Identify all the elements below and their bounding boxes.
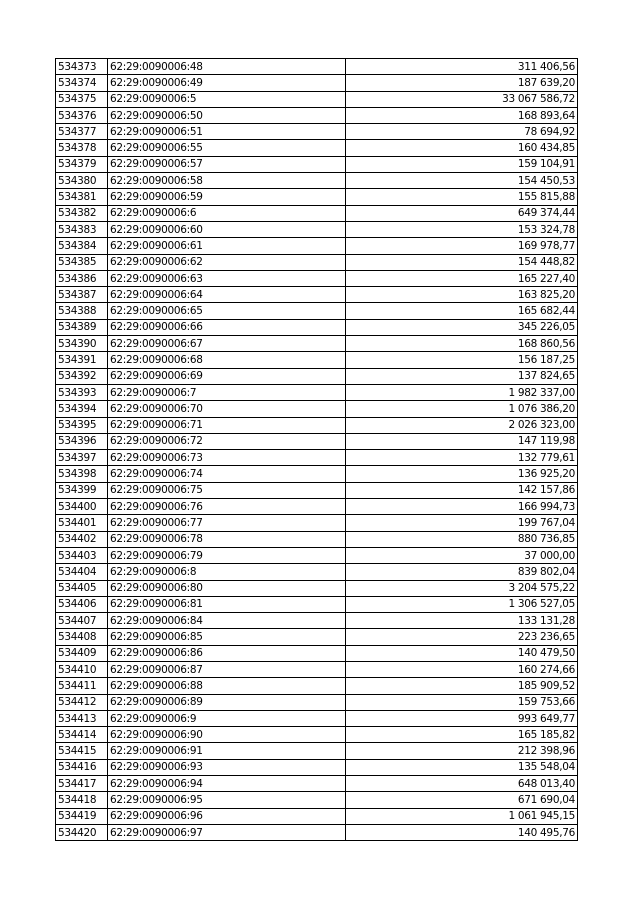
cadastral-number-cell: 62:29:0090006:77 [108, 515, 346, 531]
table-row [56, 531, 578, 547]
row-id-cell: 534392 [56, 368, 108, 384]
table-row [56, 776, 578, 792]
cadastral-number-cell: 62:29:0090006:57 [108, 156, 346, 172]
value-cell: 212 398,96 [346, 743, 578, 759]
table-body [56, 59, 578, 841]
row-id-cell: 534386 [56, 270, 108, 286]
value-cell: 78 694,92 [346, 124, 578, 140]
row-id-cell: 534390 [56, 336, 108, 352]
table-row [56, 401, 578, 417]
value-cell: 156 187,25 [346, 352, 578, 368]
cadastral-number-cell: 62:29:0090006:62 [108, 254, 346, 270]
value-cell: 671 690,04 [346, 792, 578, 808]
cadastral-number-cell: 62:29:0090006:65 [108, 303, 346, 319]
value-cell: 1 076 386,20 [346, 401, 578, 417]
value-cell: 142 157,86 [346, 482, 578, 498]
table-row [56, 238, 578, 254]
cadastral-number-cell: 62:29:0090006:89 [108, 694, 346, 710]
table-row [56, 824, 578, 840]
value-cell: 132 779,61 [346, 450, 578, 466]
value-cell: 135 548,04 [346, 759, 578, 775]
value-cell: 1 982 337,00 [346, 384, 578, 400]
table-row [56, 759, 578, 775]
table-row [56, 792, 578, 808]
cadastral-number-cell: 62:29:0090006:48 [108, 59, 346, 75]
cadastral-number-cell: 62:29:0090006:55 [108, 140, 346, 156]
cadastral-number-cell: 62:29:0090006:86 [108, 645, 346, 661]
row-id-cell: 534373 [56, 59, 108, 75]
table-row [56, 629, 578, 645]
value-cell: 880 736,85 [346, 531, 578, 547]
cadastral-number-cell: 62:29:0090006:64 [108, 287, 346, 303]
value-cell: 153 324,78 [346, 221, 578, 237]
value-cell: 187 639,20 [346, 75, 578, 91]
row-id-cell: 534407 [56, 613, 108, 629]
table-row [56, 433, 578, 449]
table-row [56, 450, 578, 466]
table-row [56, 743, 578, 759]
cadastral-number-cell: 62:29:0090006:51 [108, 124, 346, 140]
value-cell: 140 479,50 [346, 645, 578, 661]
table-row [56, 417, 578, 433]
row-id-cell: 534409 [56, 645, 108, 661]
value-cell: 165 185,82 [346, 727, 578, 743]
cadastral-number-cell: 62:29:0090006:96 [108, 808, 346, 824]
cadastral-number-cell: 62:29:0090006:58 [108, 173, 346, 189]
value-cell: 3 204 575,22 [346, 580, 578, 596]
value-cell: 199 767,04 [346, 515, 578, 531]
table-row [56, 352, 578, 368]
table-row [56, 189, 578, 205]
cadastral-number-cell: 62:29:0090006:71 [108, 417, 346, 433]
table-row [56, 645, 578, 661]
table-row [56, 75, 578, 91]
table-row [56, 336, 578, 352]
row-id-cell: 534381 [56, 189, 108, 205]
row-id-cell: 534376 [56, 107, 108, 123]
table-row [56, 270, 578, 286]
cadastral-number-cell: 62:29:0090006:90 [108, 727, 346, 743]
row-id-cell: 534402 [56, 531, 108, 547]
table-row [56, 710, 578, 726]
cadastral-number-cell: 62:29:0090006:80 [108, 580, 346, 596]
row-id-cell: 534404 [56, 564, 108, 580]
cadastral-number-cell: 62:29:0090006:74 [108, 466, 346, 482]
row-id-cell: 534399 [56, 482, 108, 498]
table-row [56, 173, 578, 189]
row-id-cell: 534375 [56, 91, 108, 107]
cadastral-number-cell: 62:29:0090006:63 [108, 270, 346, 286]
table-row [56, 678, 578, 694]
value-cell: 839 802,04 [346, 564, 578, 580]
row-id-cell: 534384 [56, 238, 108, 254]
cadastral-number-cell: 62:29:0090006:79 [108, 547, 346, 563]
cadastral-number-cell: 62:29:0090006:49 [108, 75, 346, 91]
row-id-cell: 534377 [56, 124, 108, 140]
value-cell: 993 649,77 [346, 710, 578, 726]
cadastral-number-cell: 62:29:0090006:75 [108, 482, 346, 498]
table-row [56, 694, 578, 710]
table-row [56, 547, 578, 563]
table-row [56, 564, 578, 580]
table-row [56, 140, 578, 156]
cadastral-number-cell: 62:29:0090006:59 [108, 189, 346, 205]
value-cell: 37 000,00 [346, 547, 578, 563]
value-cell: 1 061 945,15 [346, 808, 578, 824]
value-cell: 155 815,88 [346, 189, 578, 205]
row-id-cell: 534378 [56, 140, 108, 156]
table-row [56, 205, 578, 221]
cadastral-number-cell: 62:29:0090006:81 [108, 596, 346, 612]
row-id-cell: 534411 [56, 678, 108, 694]
table-row [56, 596, 578, 612]
row-id-cell: 534382 [56, 205, 108, 221]
cadastral-number-cell: 62:29:0090006:68 [108, 352, 346, 368]
table-row [56, 287, 578, 303]
value-cell: 168 860,56 [346, 336, 578, 352]
value-cell: 345 226,05 [346, 319, 578, 335]
table-row [56, 661, 578, 677]
cadastral-number-cell: 62:29:0090006:61 [108, 238, 346, 254]
table-row [56, 580, 578, 596]
table-row [56, 368, 578, 384]
row-id-cell: 534387 [56, 287, 108, 303]
row-id-cell: 534389 [56, 319, 108, 335]
value-cell: 159 753,66 [346, 694, 578, 710]
table-row [56, 613, 578, 629]
row-id-cell: 534395 [56, 417, 108, 433]
value-cell: 311 406,56 [346, 59, 578, 75]
row-id-cell: 534419 [56, 808, 108, 824]
cadastral-number-cell: 62:29:0090006:60 [108, 221, 346, 237]
table-row [56, 124, 578, 140]
value-cell: 160 434,85 [346, 140, 578, 156]
table-row [56, 499, 578, 515]
row-id-cell: 534393 [56, 384, 108, 400]
cadastral-number-cell: 62:29:0090006:88 [108, 678, 346, 694]
cadastral-number-cell: 62:29:0090006:93 [108, 759, 346, 775]
cadastral-number-cell: 62:29:0090006:94 [108, 776, 346, 792]
row-id-cell: 534406 [56, 596, 108, 612]
row-id-cell: 534396 [56, 433, 108, 449]
cadastral-number-cell: 62:29:0090006:84 [108, 613, 346, 629]
row-id-cell: 534408 [56, 629, 108, 645]
row-id-cell: 534416 [56, 759, 108, 775]
value-cell: 163 825,20 [346, 287, 578, 303]
row-id-cell: 534394 [56, 401, 108, 417]
table-row [56, 107, 578, 123]
cadastral-number-cell: 62:29:0090006:66 [108, 319, 346, 335]
row-id-cell: 534383 [56, 221, 108, 237]
value-cell: 1 306 527,05 [346, 596, 578, 612]
cadastral-number-cell: 62:29:0090006:8 [108, 564, 346, 580]
cadastral-number-cell: 62:29:0090006:70 [108, 401, 346, 417]
cadastral-number-cell: 62:29:0090006:9 [108, 710, 346, 726]
table-row [56, 254, 578, 270]
cadastral-number-cell: 62:29:0090006:5 [108, 91, 346, 107]
table-row [56, 303, 578, 319]
table-row [56, 808, 578, 824]
table-row [56, 319, 578, 335]
value-cell: 169 978,77 [346, 238, 578, 254]
table-row [56, 482, 578, 498]
cadastral-number-cell: 62:29:0090006:87 [108, 661, 346, 677]
row-id-cell: 534391 [56, 352, 108, 368]
value-cell: 160 274,66 [346, 661, 578, 677]
row-id-cell: 534400 [56, 499, 108, 515]
cadastral-number-cell: 62:29:0090006:91 [108, 743, 346, 759]
cadastral-value-table [55, 58, 578, 841]
row-id-cell: 534379 [56, 156, 108, 172]
row-id-cell: 534398 [56, 466, 108, 482]
value-cell: 137 824,65 [346, 368, 578, 384]
cadastral-number-cell: 62:29:0090006:69 [108, 368, 346, 384]
value-cell: 185 909,52 [346, 678, 578, 694]
table-row [56, 91, 578, 107]
value-cell: 2 026 323,00 [346, 417, 578, 433]
value-cell: 168 893,64 [346, 107, 578, 123]
table-row [56, 515, 578, 531]
cadastral-number-cell: 62:29:0090006:97 [108, 824, 346, 840]
value-cell: 165 227,40 [346, 270, 578, 286]
value-cell: 159 104,91 [346, 156, 578, 172]
cadastral-number-cell: 62:29:0090006:67 [108, 336, 346, 352]
cadastral-number-cell: 62:29:0090006:6 [108, 205, 346, 221]
value-cell: 166 994,73 [346, 499, 578, 515]
value-cell: 165 682,44 [346, 303, 578, 319]
value-cell: 154 448,82 [346, 254, 578, 270]
row-id-cell: 534413 [56, 710, 108, 726]
cadastral-number-cell: 62:29:0090006:78 [108, 531, 346, 547]
cadastral-number-cell: 62:29:0090006:7 [108, 384, 346, 400]
value-cell: 133 131,28 [346, 613, 578, 629]
cadastral-number-cell: 62:29:0090006:95 [108, 792, 346, 808]
row-id-cell: 534401 [56, 515, 108, 531]
value-cell: 154 450,53 [346, 173, 578, 189]
table-row [56, 221, 578, 237]
row-id-cell: 534385 [56, 254, 108, 270]
value-cell: 136 925,20 [346, 466, 578, 482]
table-row [56, 59, 578, 75]
table-row [56, 466, 578, 482]
table-row [56, 156, 578, 172]
row-id-cell: 534414 [56, 727, 108, 743]
value-cell: 147 119,98 [346, 433, 578, 449]
value-cell: 33 067 586,72 [346, 91, 578, 107]
row-id-cell: 534420 [56, 824, 108, 840]
value-cell: 649 374,44 [346, 205, 578, 221]
row-id-cell: 534410 [56, 661, 108, 677]
row-id-cell: 534388 [56, 303, 108, 319]
value-cell: 648 013,40 [346, 776, 578, 792]
table-row [56, 384, 578, 400]
value-cell: 140 495,76 [346, 824, 578, 840]
row-id-cell: 534397 [56, 450, 108, 466]
row-id-cell: 534405 [56, 580, 108, 596]
value-cell: 223 236,65 [346, 629, 578, 645]
cadastral-number-cell: 62:29:0090006:76 [108, 499, 346, 515]
row-id-cell: 534380 [56, 173, 108, 189]
row-id-cell: 534417 [56, 776, 108, 792]
table-row [56, 727, 578, 743]
row-id-cell: 534403 [56, 547, 108, 563]
row-id-cell: 534374 [56, 75, 108, 91]
row-id-cell: 534418 [56, 792, 108, 808]
cadastral-number-cell: 62:29:0090006:73 [108, 450, 346, 466]
row-id-cell: 534415 [56, 743, 108, 759]
row-id-cell: 534412 [56, 694, 108, 710]
cadastral-number-cell: 62:29:0090006:85 [108, 629, 346, 645]
cadastral-number-cell: 62:29:0090006:72 [108, 433, 346, 449]
cadastral-number-cell: 62:29:0090006:50 [108, 107, 346, 123]
